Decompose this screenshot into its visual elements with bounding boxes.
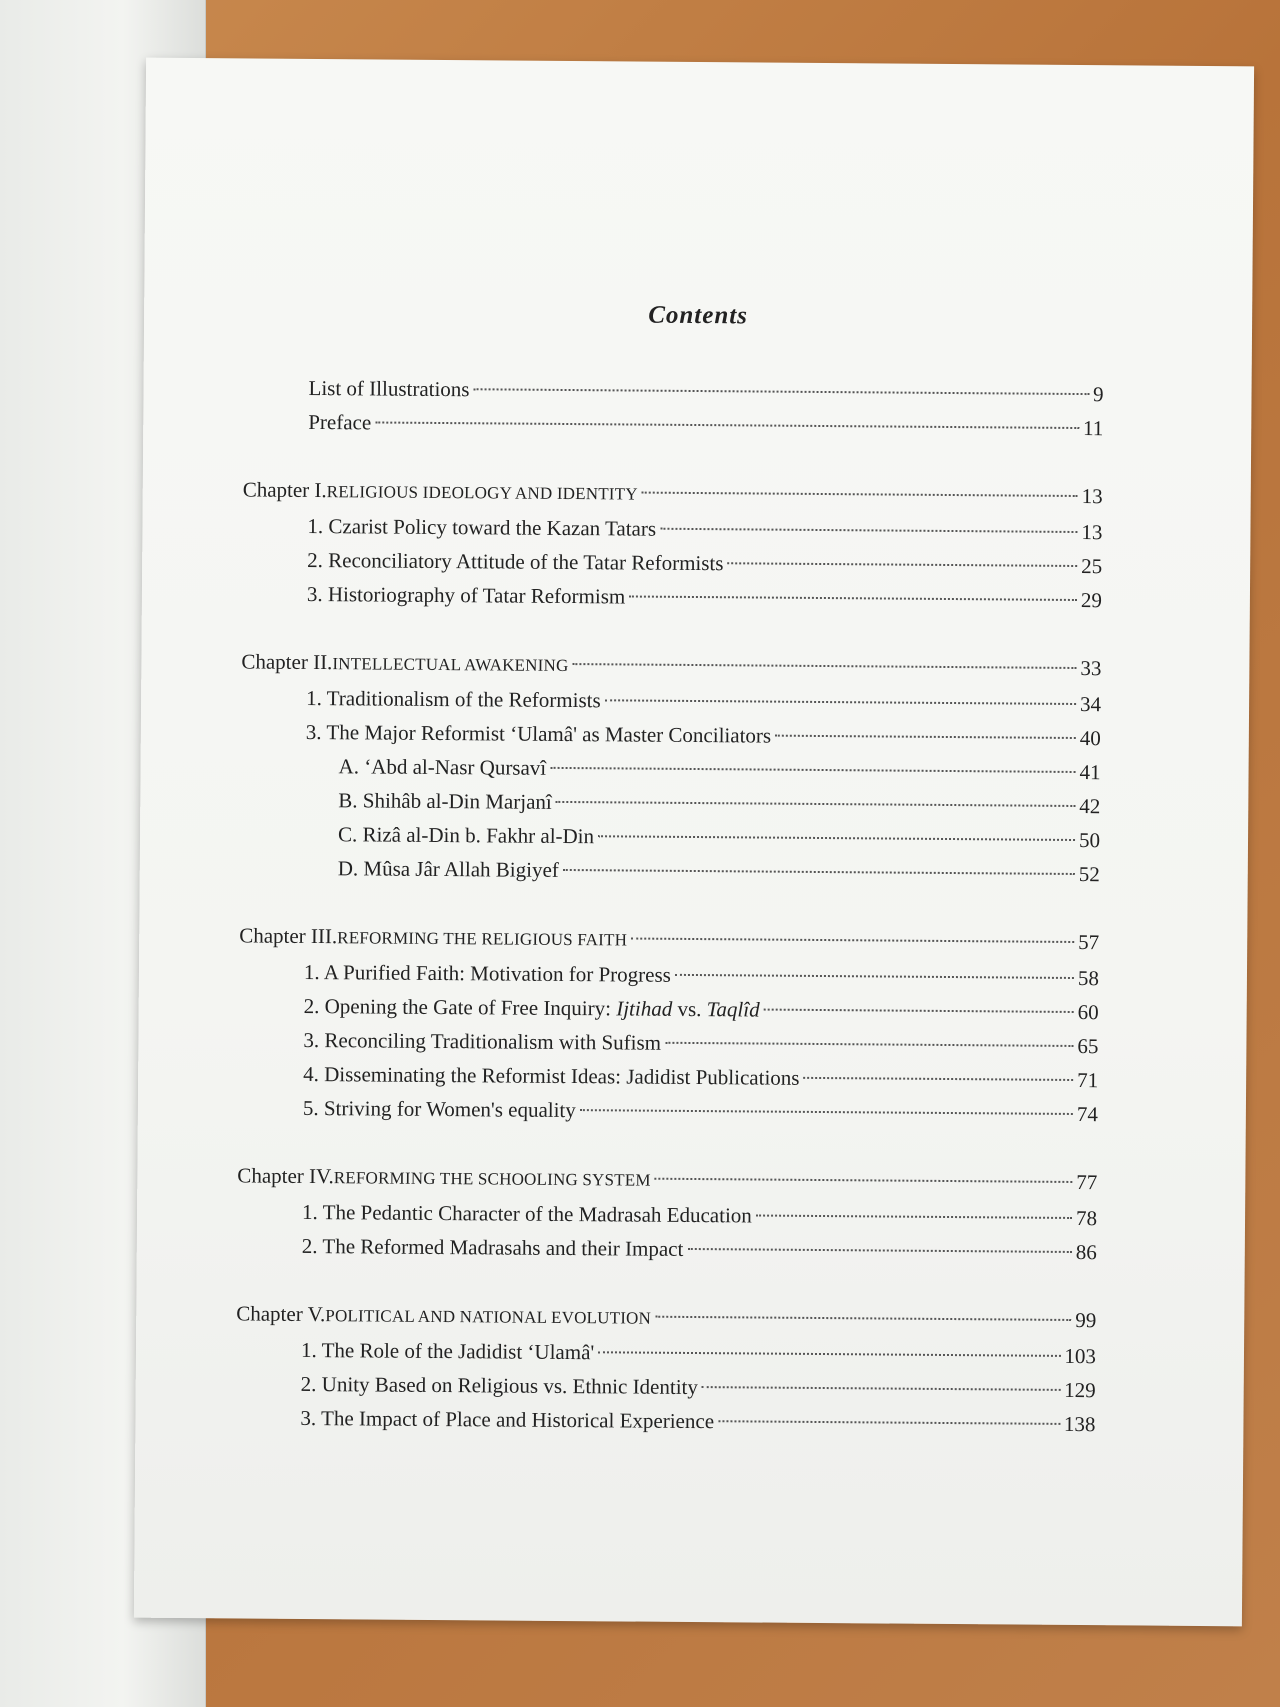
toc-group-chapter-1: [242, 472, 1103, 617]
toc-entry[interactable]: [242, 576, 1102, 617]
dot-leader: [775, 735, 1076, 739]
toc-entry-title: [304, 989, 760, 1027]
toc-subentry[interactable]: [240, 850, 1100, 891]
toc-entry-title: 1. Traditionalism of the Reformists: [306, 685, 601, 713]
toc-entry[interactable]: [243, 370, 1103, 411]
dot-leader: [580, 1109, 1073, 1115]
toc-page-number: 29: [1080, 588, 1103, 613]
toc-page-number: 57: [1078, 930, 1100, 955]
dot-leader: [556, 801, 1076, 807]
toc-page-number: 13: [1081, 484, 1103, 509]
dot-leader: [655, 1178, 1073, 1183]
toc-entry-title-mid: vs.: [672, 996, 707, 1022]
toc-entry[interactable]: [243, 404, 1103, 445]
dot-leader: [550, 767, 1075, 773]
toc-page-number: 74: [1076, 1102, 1098, 1127]
toc-page-number: 71: [1077, 1068, 1099, 1093]
toc-entry-title: 1. The Pedantic Character of the Madrasah Education: [301, 1199, 752, 1228]
dot-leader: [687, 1248, 1071, 1253]
toc-entry-title: 1. The Role of the Jadidist ‘Ulamâ': [300, 1337, 595, 1365]
chapter-title: REFORMING THE SCHOOLING SYSTEM: [333, 1168, 651, 1190]
toc-page-number: 138: [1063, 1411, 1096, 1437]
toc-page-number: 129: [1064, 1377, 1096, 1403]
toc-entry-title-lead: 2. Opening the Gate of Free Inquiry:: [303, 993, 617, 1021]
toc-group-chapter-3: [238, 918, 1100, 1131]
toc-group-chapter-2: [240, 644, 1102, 891]
dot-leader: [598, 835, 1075, 841]
chapter-title: POLITICAL AND NATIONAL EVOLUTION: [325, 1306, 652, 1328]
toc-subentry-title: D. Mûsa Jâr Allah Bigiyef: [337, 856, 559, 882]
toc-page-number: 60: [1077, 1000, 1099, 1025]
dot-leader: [675, 974, 1074, 979]
dot-leader: [718, 1420, 1060, 1425]
page-title: Contents: [648, 301, 749, 330]
toc-subentry-title: B. Shihâb al-Din Marjanî: [338, 788, 552, 814]
toc-page-number: 65: [1077, 1034, 1099, 1059]
term-taqlid: Taqlîd: [706, 997, 760, 1022]
toc-entry-title: 2. Reconciliatory Attitude of the Tatar Reformists: [307, 547, 724, 576]
dot-leader: [655, 1316, 1071, 1321]
dot-leader: [804, 1077, 1074, 1081]
toc-page-number: 33: [1080, 656, 1102, 681]
toc-page-number: 13: [1081, 520, 1103, 545]
toc-group-chapter-4: [237, 1158, 1098, 1269]
chapter-label: Chapter I.: [242, 477, 327, 503]
toc-entry-title: List of Illustrations: [308, 375, 470, 402]
dot-leader: [605, 699, 1076, 705]
dot-leader: [702, 1386, 1060, 1391]
dot-leader: [572, 663, 1076, 669]
toc-page-number: 58: [1077, 966, 1100, 991]
chapter-label: Chapter V.: [236, 1301, 326, 1327]
dot-leader: [631, 938, 1074, 943]
toc-page-number: 77: [1076, 1170, 1098, 1195]
term-ijtihad: Ijtihad: [616, 996, 673, 1021]
book-page: [134, 58, 1254, 1627]
toc-entry-title: 2. Unity Based on Religious vs. Ethnic Identity: [300, 1371, 699, 1400]
toc-page-number: 9: [1092, 382, 1104, 407]
toc-page-number: 11: [1082, 416, 1104, 441]
toc-page-number: 34: [1080, 692, 1102, 717]
dot-leader: [727, 562, 1077, 567]
toc-page-number: 50: [1078, 828, 1101, 853]
toc-entry-title: 3. The Impact of Place and Historical Experience: [300, 1405, 715, 1434]
chapter-title: INTELLECTUAL AWAKENING: [332, 654, 569, 676]
toc-entry-title: 4. Disseminating the Reformist Ideas: Jadidist Publications: [303, 1061, 800, 1090]
toc-entry-title: 2. The Reformed Madrasahs and their Impact: [301, 1233, 684, 1261]
toc-page-number: 78: [1075, 1206, 1098, 1231]
toc-page-number: 52: [1078, 862, 1100, 887]
chapter-title: RELIGIOUS IDEOLOGY AND IDENTITY: [326, 482, 638, 504]
toc-page-number: 86: [1075, 1240, 1097, 1265]
chapter-label: Chapter III.: [239, 923, 338, 949]
dot-leader: [756, 1214, 1072, 1218]
toc-page-number: 25: [1081, 554, 1103, 579]
table-of-contents: [235, 370, 1104, 1475]
chapter-title: REFORMING THE RELIGIOUS FAITH: [337, 928, 628, 950]
chapter-label: Chapter IV.: [237, 1163, 334, 1189]
toc-entry-title: Preface: [308, 409, 372, 435]
dot-leader: [642, 492, 1078, 497]
toc-entry-title: 3. The Major Reformist ‘Ulamâ' as Master Conciliators: [305, 719, 772, 748]
dot-leader: [375, 421, 1079, 429]
toc-entry-title: 3. Historiography of Tatar Reformism: [306, 581, 626, 609]
toc-entry-title: 1. A Purified Faith: Motivation for Progress: [303, 959, 671, 987]
toc-subentry-title: A. ‘Abd al-Nasr Qursavî: [338, 754, 547, 780]
toc-page-number: 41: [1079, 760, 1101, 785]
toc-entry[interactable]: [235, 1400, 1095, 1441]
dot-leader: [474, 388, 1089, 395]
chapter-label: Chapter II.: [241, 649, 333, 675]
dot-leader: [660, 528, 1077, 533]
toc-entry-title: 1. Czarist Policy toward the Kazan Tatars: [307, 513, 657, 541]
dot-leader: [665, 1042, 1073, 1047]
dot-leader: [764, 1009, 1074, 1013]
toc-entry[interactable]: [237, 1228, 1097, 1269]
toc-group-front-matter: [243, 370, 1104, 445]
dot-leader: [563, 869, 1075, 875]
toc-subentry-title: C. Rizâ al-Din b. Fakhr al-Din: [337, 822, 595, 849]
dot-leader: [629, 595, 1077, 601]
toc-entry[interactable]: [238, 1090, 1098, 1131]
dot-leader: [598, 1351, 1060, 1357]
toc-entry-title: 3. Reconciling Traditionalism with Sufism: [303, 1027, 662, 1055]
toc-page-number: 99: [1075, 1308, 1097, 1333]
toc-page-number: 103: [1064, 1343, 1097, 1369]
toc-entry-title: 5. Striving for Women's equality: [302, 1095, 576, 1123]
toc-group-chapter-5: [235, 1296, 1096, 1441]
toc-page-number: 42: [1079, 794, 1101, 819]
toc-page-number: 40: [1079, 726, 1101, 751]
